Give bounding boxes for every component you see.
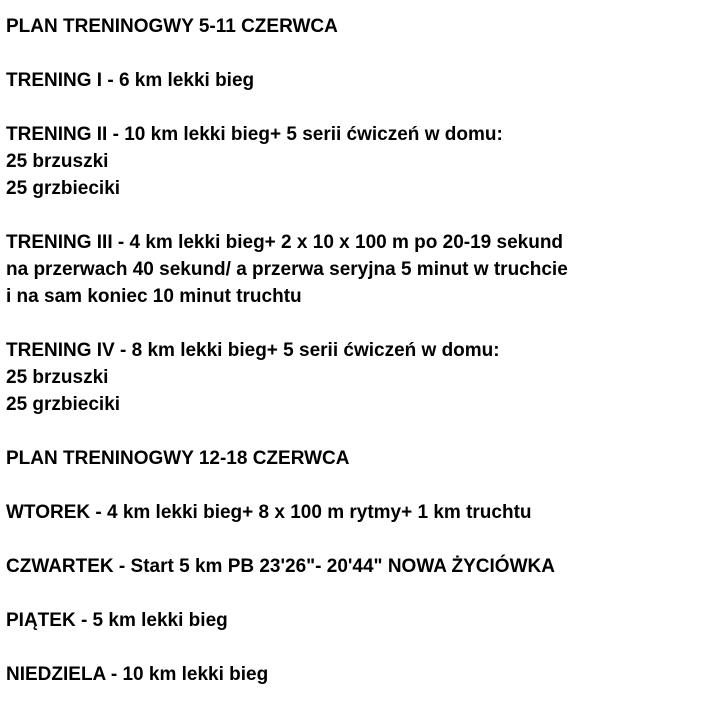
blank-line bbox=[6, 634, 718, 661]
training-4-exercise-1: 25 brzuszki bbox=[6, 367, 109, 388]
plan-heading-week-2: PLAN TRENINOGWY 12-18 CZERWCA bbox=[6, 448, 350, 469]
tuesday-line: WTOREK - 4 km lekki bieg+ 8 x 100 m rytmy+ 1 km truchtu bbox=[6, 502, 532, 523]
plan-heading-week-1: PLAN TRENINOGWY 5-11 CZERWCA bbox=[6, 16, 338, 37]
blank-line bbox=[6, 472, 718, 499]
blank-line bbox=[6, 310, 718, 337]
training-1-line: TRENING I - 6 km lekki bieg bbox=[6, 70, 255, 91]
friday-line: PIĄTEK - 5 km lekki bieg bbox=[6, 610, 228, 631]
blank-line bbox=[6, 40, 718, 67]
thursday-line: CZWARTEK - Start 5 km PB 23'26"- 20'44" NOWA ŻYCIÓWKA bbox=[6, 556, 555, 577]
sunday-line: NIEDZIELA - 10 km lekki bieg bbox=[6, 664, 269, 685]
training-4-exercise-2: 25 grzbieciki bbox=[6, 394, 121, 415]
blank-line bbox=[6, 94, 718, 121]
document-body bbox=[6, 13, 718, 688]
training-2-exercise-1: 25 brzuszki bbox=[6, 151, 109, 172]
training-3-line-1: TRENING III - 4 km lekki bieg+ 2 x 10 x 100 m po 20-19 sekund bbox=[6, 232, 564, 253]
blank-line bbox=[6, 526, 718, 553]
blank-line bbox=[6, 202, 718, 229]
blank-line bbox=[6, 580, 718, 607]
training-2-exercise-2: 25 grzbieciki bbox=[6, 178, 121, 199]
training-3-line-2: na przerwach 40 sekund/ a przerwa seryjna 5 minut w truchcie bbox=[6, 259, 568, 280]
training-2-line: TRENING II - 10 km lekki bieg+ 5 serii ćwiczeń w domu: bbox=[6, 124, 503, 145]
training-4-line: TRENING IV - 8 km lekki bieg+ 5 serii ćwiczeń w domu: bbox=[6, 340, 500, 361]
training-3-line-3: i na sam koniec 10 minut truchtu bbox=[6, 286, 302, 307]
blank-line bbox=[6, 418, 718, 445]
